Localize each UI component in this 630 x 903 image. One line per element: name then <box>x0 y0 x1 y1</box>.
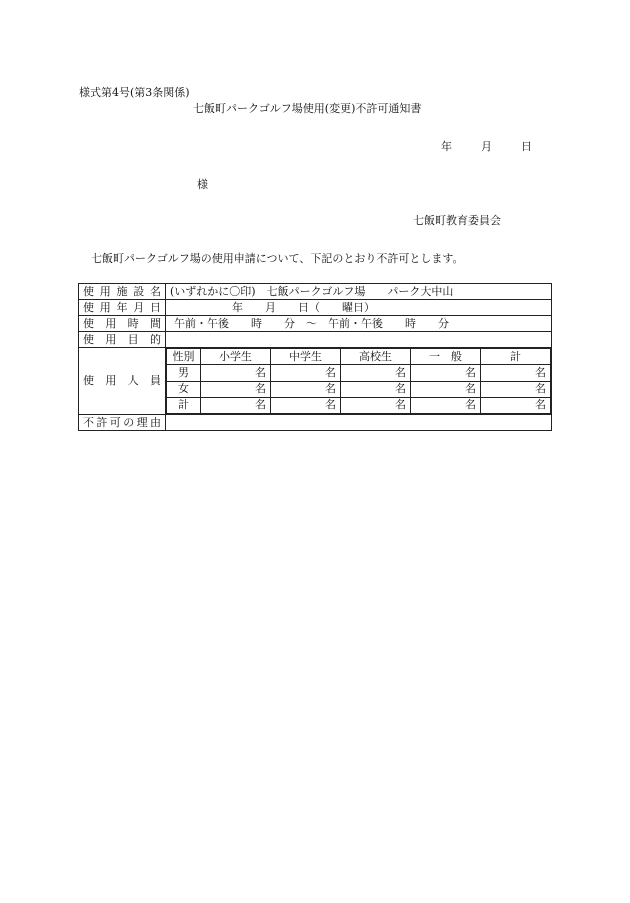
facility-value: (いずれかに〇印) 七飯パークゴルフ場 パーク大中山 <box>166 284 552 300</box>
people-header: 計 <box>481 349 551 365</box>
time-label: 使用時間 <box>79 316 166 332</box>
people-header: 一 般 <box>411 349 481 365</box>
people-table <box>166 348 551 414</box>
count-cell: 名 <box>201 397 271 413</box>
people-row-female <box>167 381 551 397</box>
count-cell: 名 <box>481 381 551 397</box>
date-year: 年 <box>441 140 452 153</box>
issue-date <box>441 138 532 154</box>
count-cell: 名 <box>341 365 411 381</box>
count-cell: 名 <box>271 397 341 413</box>
count-cell: 名 <box>341 381 411 397</box>
notice-text: 七飯町パークゴルフ場の使用申請について、下記のとおり不許可とします。 <box>91 252 464 265</box>
people-header: 中学生 <box>271 349 341 365</box>
count-cell: 名 <box>411 365 481 381</box>
count-cell: 名 <box>481 397 551 413</box>
facility-label: 使用施設名 <box>79 284 166 300</box>
gender-cell: 女 <box>167 381 201 397</box>
gender-cell: 男 <box>167 365 201 381</box>
reason-label: 不許可の理由 <box>79 415 166 431</box>
document-title: 七飯町パークゴルフ場使用(変更)不許可通知書 <box>193 102 422 115</box>
count-cell: 名 <box>201 381 271 397</box>
people-header: 小学生 <box>201 349 271 365</box>
count-cell: 名 <box>341 397 411 413</box>
count-cell: 名 <box>271 365 341 381</box>
date-label: 使用年月日 <box>79 300 166 316</box>
purpose-value <box>166 332 552 348</box>
people-row-total <box>167 397 551 413</box>
gender-cell: 計 <box>167 397 201 413</box>
count-cell: 名 <box>271 381 341 397</box>
time-value: 午前・午後 時 分 ～ 午前・午後 時 分 <box>166 316 552 332</box>
reason-value <box>166 415 552 431</box>
issuer-name: 七飯町教育委員会 <box>413 214 501 227</box>
people-label: 使用人員 <box>79 348 166 415</box>
count-cell: 名 <box>411 397 481 413</box>
count-cell: 名 <box>411 381 481 397</box>
people-header: 高校生 <box>341 349 411 365</box>
people-cell <box>166 348 552 415</box>
date-day: 日 <box>521 140 532 153</box>
date-month: 月 <box>481 140 492 153</box>
count-cell: 名 <box>201 365 271 381</box>
date-value: 年 月 日（ 曜日） <box>166 300 552 316</box>
application-table <box>78 283 552 431</box>
people-row-male <box>167 365 551 381</box>
people-header: 性別 <box>167 349 201 365</box>
addressee-suffix: 様 <box>197 178 208 191</box>
form-number: 様式第4号(第3条関係) <box>79 86 190 99</box>
count-cell: 名 <box>481 365 551 381</box>
purpose-label: 使用目的 <box>79 332 166 348</box>
